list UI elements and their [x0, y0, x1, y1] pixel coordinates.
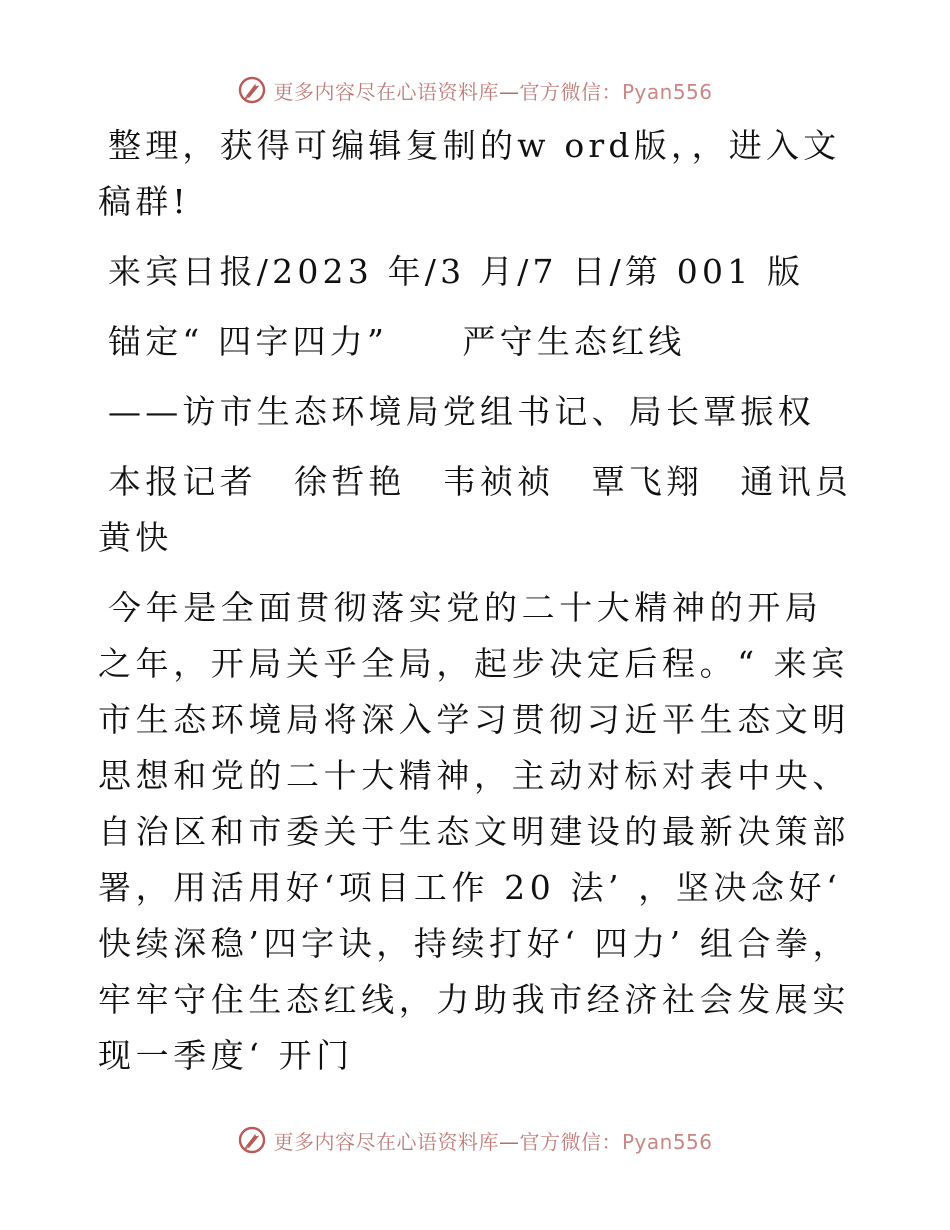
pen-nib-logo-icon [237, 75, 267, 105]
footer-watermark [0, 1120, 950, 1160]
pen-nib-logo-icon [237, 1125, 267, 1155]
subheadline: ——访市生态环境局党组书记、局长覃振权 [108, 392, 815, 431]
watermark-text: 更多内容尽在心语资料库—官方微信：Pyan556 [273, 79, 713, 104]
header-watermark [0, 70, 950, 110]
source-line: 来宾日报/2023 年/3 月/7 日/第 001 版 [108, 252, 805, 291]
document-body [98, 118, 858, 1084]
headline: 锚定“ 四字四力” 严守生态红线 [108, 322, 686, 361]
byline: 本报记者 徐哲艳 韦祯祯 覃飞翔 通讯员黄快 [98, 462, 852, 557]
intro-line: 整理，获得可编辑复制的w ord版，，进入文稿群! [98, 126, 841, 221]
body-paragraph: 今年是全面贯彻落实党的二十大精神的开局之年，开局关乎全局，起步决定后程。“ 来宾市生态环境局将深入学习贯彻习近平生态文明思想和党的二十大精神，主动对标对表中央、自治区和市委关于生态文明建设的最新决策部署，用活用好‘项目工作 20 法’ ，坚决念好‘ 快续深稳’四字诀，持续打好‘ 四力’ 组合拳，牢牢守住生态红线，力助我市经济社会发展实现一季度‘ 开门 [98, 588, 851, 1075]
watermark-text: 更多内容尽在心语资料库—官方微信：Pyan556 [273, 1129, 713, 1154]
